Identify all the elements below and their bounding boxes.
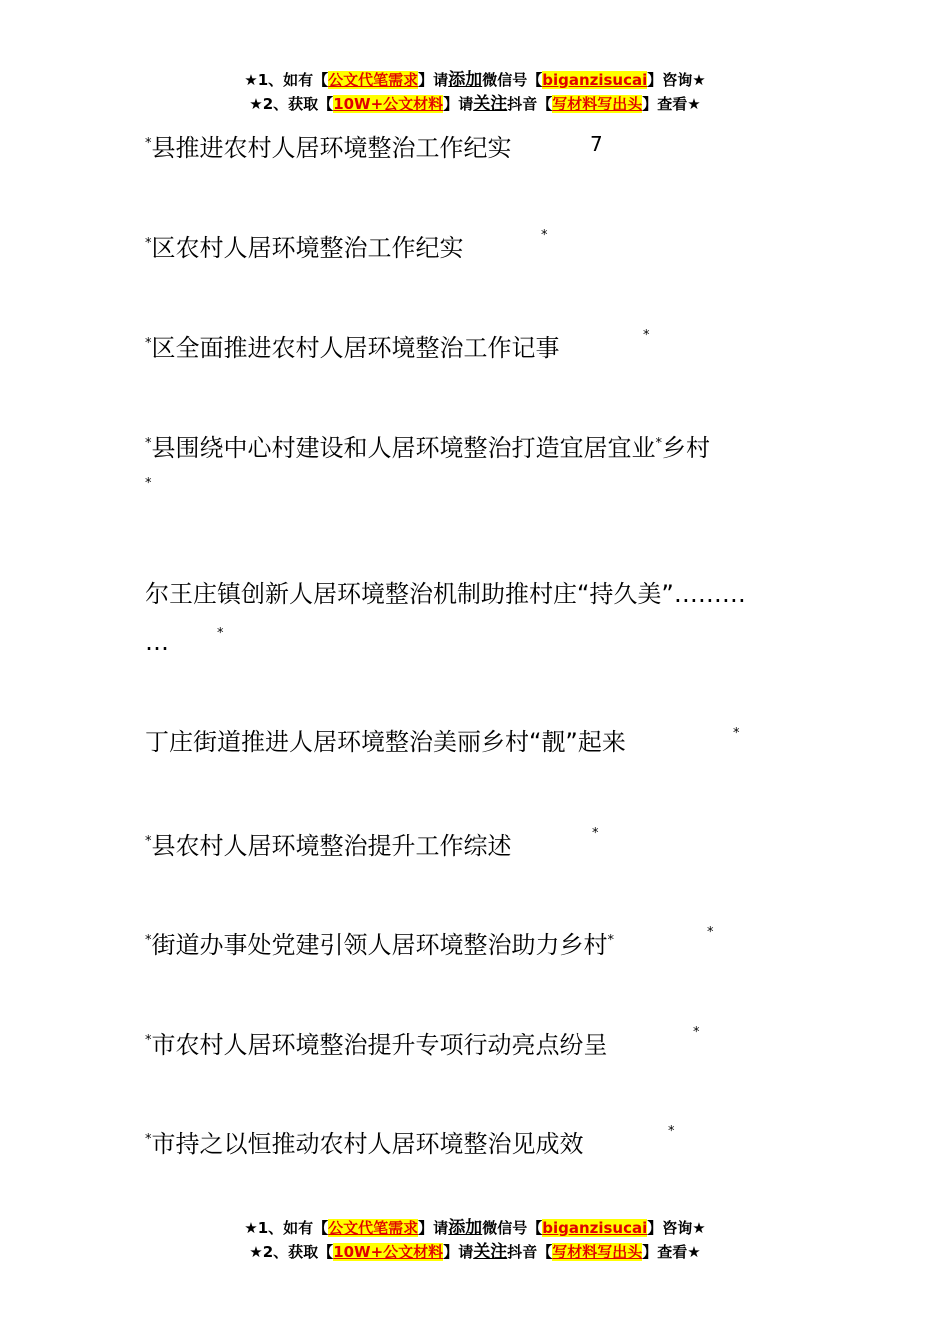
wechat-id: biganzisucai — [542, 1219, 648, 1237]
emphasis-follow: 关注 — [473, 1242, 508, 1262]
emphasis-add: 添加 — [448, 1218, 483, 1238]
toc-entry: *市持之以恒推动农村人居环境整治见成效 * — [145, 1116, 584, 1168]
toc-entry: *县推进农村人居环境整治工作纪实 7 — [145, 120, 512, 172]
banner-line-2: ★2、获取【10W+公文材料】请关注抖音【写材料写出头】查看★ — [249, 1242, 701, 1262]
wechat-id: biganzisucai — [542, 71, 648, 89]
toc-entry: *区农村人居环境整治工作纪实 * — [145, 220, 464, 272]
toc-page-number: * — [643, 328, 650, 343]
toc-page-number: * — [217, 626, 224, 641]
banner-line-1: ★1、如有【公文代笔需求】请添加微信号【biganzisucai】咨询★ — [244, 70, 706, 90]
toc-page-number: * — [668, 1124, 675, 1139]
toc-entry-title: 尔王庄镇创新人居环境整治机制助推村庄“持久美”……… — [145, 580, 746, 608]
toc-entry-title: 县农村人居环境整治提升工作综述 — [151, 832, 512, 860]
toc-page-number: * — [707, 925, 714, 940]
douyin-id: 写材料写出头 — [552, 95, 643, 113]
douyin-id: 写材料写出头 — [552, 1243, 643, 1261]
emphasis-add: 添加 — [448, 70, 483, 90]
banner-line-2: ★2、获取【10W+公文材料】请关注抖音【写材料写出头】查看★ — [249, 94, 701, 114]
highlight-materials: 10W+公文材料 — [333, 95, 444, 113]
toc-entry-continuation: … * — [145, 618, 169, 666]
toc-page-number: * — [145, 476, 152, 491]
highlight-service: 公文代笔需求 — [328, 1219, 419, 1237]
toc-entry-title: 县推进农村人居环境整治工作纪实 — [151, 134, 512, 162]
emphasis-follow: 关注 — [473, 94, 508, 114]
toc-entry — [145, 570, 746, 618]
toc-entry-title: 区全面推进农村人居环境整治工作记事 — [151, 334, 560, 362]
footer-banner — [0, 1216, 950, 1264]
toc-page-number: 7 — [590, 132, 603, 156]
toc-entry — [145, 718, 740, 766]
toc-page-number: * — [693, 1025, 700, 1040]
toc-entry: *县农村人居环境整治提升工作综述 * — [145, 818, 512, 870]
toc-page-number: * — [733, 726, 740, 741]
toc-entry: *市农村人居环境整治提升专项行动亮点纷呈 * — [145, 1017, 608, 1069]
toc-entry-title: 街道办事处党建引领人居环境整治助力乡村 — [151, 931, 608, 959]
toc-entry-title: 县围绕中心村建设和人居环境整治打造宜居宜业 — [151, 434, 656, 462]
highlight-materials: 10W+公文材料 — [333, 1243, 444, 1261]
toc-page-number: * — [541, 228, 548, 243]
toc-entry: *区全面推进农村人居环境整治工作记事 * — [145, 320, 560, 372]
toc-entry: *县围绕中心村建设和人居环境整治打造宜居宜业*乡村 — [145, 434, 710, 462]
banner-line-1: ★1、如有【公文代笔需求】请添加微信号【biganzisucai】咨询★ — [244, 1218, 706, 1238]
toc-entry: *街道办事处党建引领人居环境整治助力乡村* * — [145, 917, 614, 969]
toc-entry-title: 市持之以恒推动农村人居环境整治见成效 — [151, 1130, 584, 1158]
highlight-service: 公文代笔需求 — [328, 71, 419, 89]
toc-entry-title: 丁庄街道推进人居环境整治美丽乡村“靓”起来 — [145, 728, 626, 756]
toc-entry-title: 区农村人居环境整治工作纪实 — [151, 234, 464, 262]
toc-page-number: * — [592, 826, 599, 841]
toc-entry-title: 市农村人居环境整治提升专项行动亮点纷呈 — [151, 1031, 608, 1059]
